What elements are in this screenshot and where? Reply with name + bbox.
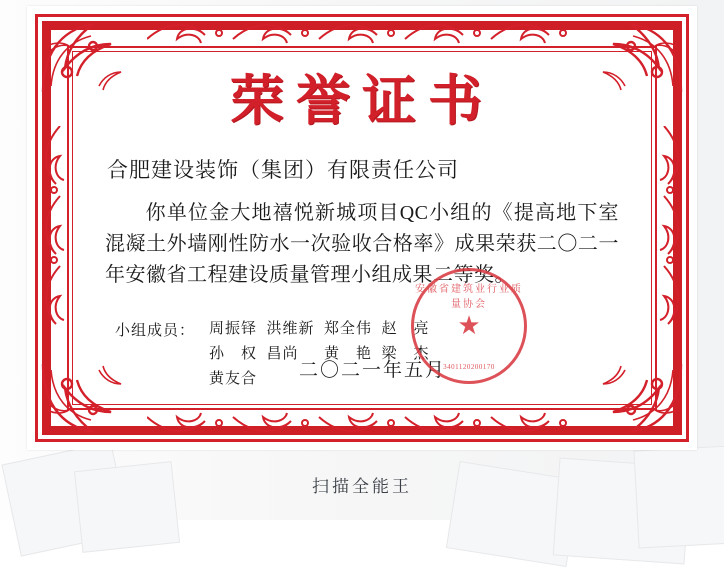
citation-text: 你单位金大地禧悦新城项目QC小组的《提高地下室混凝土外墙刚性防水一次验收合格率》成果荣获二〇二一年安徽省工程建设质量管理小组成果二等奖。 — [105, 202, 619, 287]
edge-ornament-icon — [147, 17, 577, 47]
list-item: 黄友合 — [209, 370, 258, 387]
certificate-content — [85, 58, 639, 398]
official-seal-stamp — [411, 268, 527, 384]
edge-ornament-icon — [147, 409, 577, 439]
seal-code-text: 3401120200170 — [443, 363, 495, 371]
edge-ornament-icon — [38, 126, 68, 326]
certificate-title: 荣誉证书 — [230, 68, 494, 132]
list-item: 周振铎 洪维新 郑全伟 赵 亮 — [209, 321, 430, 338]
background-paper-shape — [634, 446, 724, 549]
issue-date: 二〇二一年五月 — [299, 360, 447, 381]
edge-ornament-icon — [656, 126, 686, 326]
citation-body — [85, 198, 639, 291]
team-members-label: 小组成员： — [115, 323, 196, 340]
certificate-document — [27, 6, 697, 450]
list-item: 孙 权 昌尚 黄 艳 梁 杰 — [209, 345, 430, 362]
seal-organization-text: 安徽省建筑业行业质量协会 — [415, 284, 523, 310]
signature-area — [293, 284, 623, 392]
recipient-name: 合肥建设装饰（集团）有限责任公司 — [107, 157, 459, 182]
scanner-watermark: 扫描全能王 — [312, 477, 412, 496]
star-icon: ★ — [457, 311, 481, 340]
